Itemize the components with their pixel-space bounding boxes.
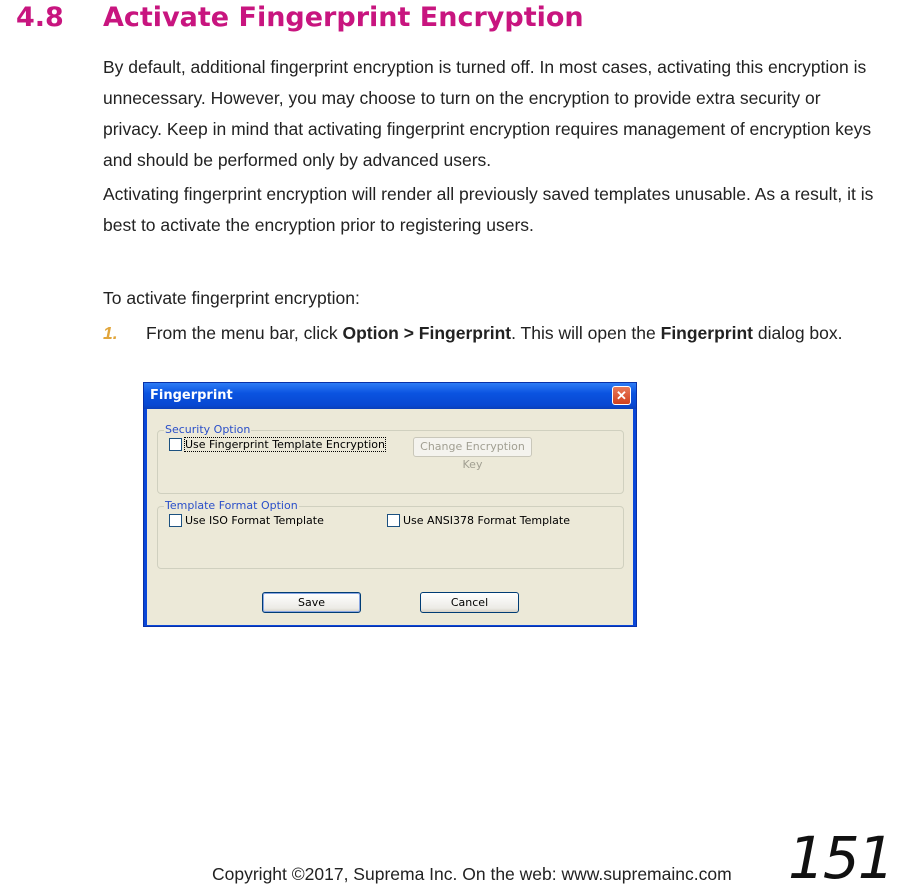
use-iso-checkbox[interactable] xyxy=(169,514,324,527)
step-dialog-name: Fingerprint xyxy=(660,323,753,343)
section-title: Activate Fingerprint Encryption xyxy=(103,2,584,33)
template-format-label: Template Format Option xyxy=(165,499,298,512)
paragraph-templates-unusable: Activating fingerprint encryption will render all previously saved templates unusable. As a result, it is best to activate the encryption prior to registering users. xyxy=(103,184,874,235)
cancel-button[interactable]: Cancel xyxy=(420,592,519,613)
use-ansi-checkbox[interactable] xyxy=(387,514,570,527)
step-text xyxy=(146,318,886,349)
footer-copyright: Copyright ©2017, Suprema Inc. On the web: www.supremainc.com xyxy=(212,864,732,884)
fingerprint-dialog xyxy=(143,382,637,627)
section-number: 4.8 xyxy=(16,2,64,33)
paragraph-default-off: By default, additional fingerprint encryption is turned off. In most cases, activating this encryption is unnecessary. However, you may choose to turn on the encryption to provide extra security or privacy. Keep in mind that activating fingerprint encryption requires management of encryption keys and should be performed only by advanced users. xyxy=(103,57,872,170)
use-iso-label: Use ISO Format Template xyxy=(185,514,324,527)
checkbox-icon[interactable] xyxy=(169,438,182,451)
checkbox-icon[interactable] xyxy=(169,514,182,527)
step-menu-path: Option > Fingerprint xyxy=(342,323,512,343)
dialog-title: Fingerprint xyxy=(150,388,233,403)
security-option-label: Security Option xyxy=(165,423,251,436)
step-text-after: dialog box. xyxy=(752,323,843,343)
change-encryption-key-button[interactable]: Change Encryption Key xyxy=(413,437,532,457)
paragraph-intro-steps: To activate fingerprint encryption: xyxy=(103,288,360,308)
checkbox-icon[interactable] xyxy=(387,514,400,527)
step-number: 1. xyxy=(103,323,118,343)
step-text-middle: . This will open the xyxy=(511,323,661,343)
use-encryption-checkbox[interactable] xyxy=(169,438,385,451)
close-icon[interactable]: ✕ xyxy=(612,386,631,405)
step-text-before: From the menu bar, click xyxy=(146,323,343,343)
page-number: 151 xyxy=(788,824,893,892)
use-encryption-label: Use Fingerprint Template Encryption xyxy=(185,438,385,451)
dialog-titlebar[interactable] xyxy=(144,383,636,409)
save-button[interactable]: Save xyxy=(262,592,361,613)
use-ansi-label: Use ANSI378 Format Template xyxy=(403,514,570,527)
dialog-client-area xyxy=(147,409,633,625)
